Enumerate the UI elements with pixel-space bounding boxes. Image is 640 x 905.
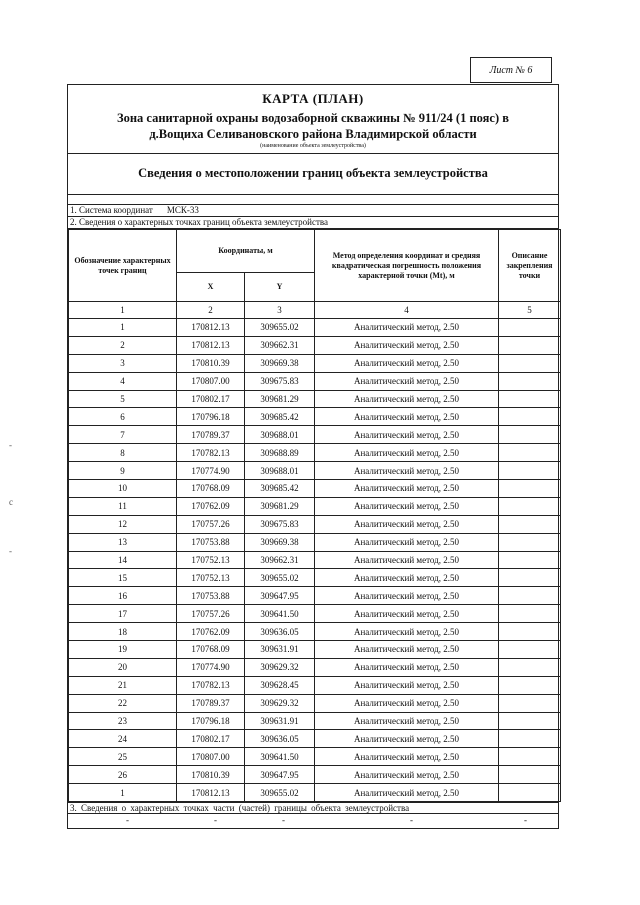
- x-coord-cell: 170752.13: [177, 569, 245, 587]
- description-cell: [499, 569, 561, 587]
- header-method: Метод определения координат и средняя квадратическая погрешность положения характерной точки (Mt), м: [315, 230, 499, 302]
- table-row: [69, 623, 561, 641]
- table-row: [69, 694, 561, 712]
- description-cell: [499, 336, 561, 354]
- points-section-label: 2. Сведения о характерных точках границ объекта землеустройства: [68, 217, 558, 229]
- y-coord-cell: 309655.02: [245, 319, 315, 337]
- table-row: [69, 676, 561, 694]
- table-row: [69, 533, 561, 551]
- description-cell: [499, 319, 561, 337]
- x-coord-cell: 170789.37: [177, 694, 245, 712]
- y-coord-cell: 309681.29: [245, 390, 315, 408]
- empty-value-dash: -: [282, 815, 285, 825]
- object-name-line-1: Зона санитарной охраны водозаборной скважины № 911/24 (1 пояс) в: [116, 111, 510, 125]
- description-cell: [499, 480, 561, 498]
- x-coord-cell: 170810.39: [177, 354, 245, 372]
- points-body: [69, 319, 561, 802]
- coord-system-label: 1. Система координат: [70, 205, 153, 215]
- x-coord-cell: 170802.17: [177, 730, 245, 748]
- point-number-cell: 2: [69, 336, 177, 354]
- y-coord-cell: 309675.83: [245, 515, 315, 533]
- x-coord-cell: 170812.13: [177, 319, 245, 337]
- x-coord-cell: 170812.13: [177, 336, 245, 354]
- table-row: [69, 605, 561, 623]
- description-cell: [499, 426, 561, 444]
- description-cell: [499, 551, 561, 569]
- point-number-cell: 23: [69, 712, 177, 730]
- method-cell: Аналитический метод, 2.50: [315, 676, 499, 694]
- description-cell: [499, 497, 561, 515]
- table-row: [69, 515, 561, 533]
- method-cell: Аналитический метод, 2.50: [315, 426, 499, 444]
- description-cell: [499, 748, 561, 766]
- description-cell: [499, 444, 561, 462]
- point-number-cell: 20: [69, 658, 177, 676]
- y-coord-cell: 309641.50: [245, 748, 315, 766]
- method-cell: Аналитический метод, 2.50: [315, 766, 499, 784]
- column-number: 4: [315, 302, 499, 319]
- description-cell: [499, 605, 561, 623]
- point-number-cell: 25: [69, 748, 177, 766]
- y-coord-cell: 309669.38: [245, 533, 315, 551]
- x-coord-cell: 170774.90: [177, 462, 245, 480]
- x-coord-cell: 170753.88: [177, 533, 245, 551]
- description-cell: [499, 408, 561, 426]
- x-coord-cell: 170762.09: [177, 497, 245, 515]
- table-row: [69, 426, 561, 444]
- method-cell: Аналитический метод, 2.50: [315, 408, 499, 426]
- method-cell: Аналитический метод, 2.50: [315, 605, 499, 623]
- coord-system-row: [68, 205, 558, 217]
- table-row: [69, 730, 561, 748]
- document-frame: [67, 84, 559, 829]
- method-cell: Аналитический метод, 2.50: [315, 551, 499, 569]
- method-cell: Аналитический метод, 2.50: [315, 372, 499, 390]
- table-row: [69, 641, 561, 659]
- point-number-cell: 12: [69, 515, 177, 533]
- point-number-cell: 5: [69, 390, 177, 408]
- x-coord-cell: 170789.37: [177, 426, 245, 444]
- y-coord-cell: 309685.42: [245, 480, 315, 498]
- table-row: [69, 569, 561, 587]
- x-coord-cell: 170812.13: [177, 784, 245, 802]
- x-coord-cell: 170757.26: [177, 605, 245, 623]
- y-coord-cell: 309655.02: [245, 784, 315, 802]
- description-cell: [499, 784, 561, 802]
- header-x: X: [177, 273, 245, 302]
- y-coord-cell: 309655.02: [245, 569, 315, 587]
- table-row: [69, 319, 561, 337]
- y-coord-cell: 309688.01: [245, 426, 315, 444]
- method-cell: Аналитический метод, 2.50: [315, 658, 499, 676]
- table-row: [69, 712, 561, 730]
- table-row: [69, 766, 561, 784]
- point-number-cell: 10: [69, 480, 177, 498]
- y-coord-cell: 309629.32: [245, 694, 315, 712]
- point-number-cell: 22: [69, 694, 177, 712]
- object-name: [68, 110, 558, 142]
- point-number-cell: 3: [69, 354, 177, 372]
- y-coord-cell: 309688.01: [245, 462, 315, 480]
- column-number: 1: [69, 302, 177, 319]
- method-cell: Аналитический метод, 2.50: [315, 336, 499, 354]
- title-block: [68, 85, 558, 154]
- point-number-cell: 17: [69, 605, 177, 623]
- description-cell: [499, 694, 561, 712]
- table-row: [69, 354, 561, 372]
- point-number-cell: 15: [69, 569, 177, 587]
- method-cell: Аналитический метод, 2.50: [315, 587, 499, 605]
- y-coord-cell: 309669.38: [245, 354, 315, 372]
- point-number-cell: 7: [69, 426, 177, 444]
- x-coord-cell: 170774.90: [177, 658, 245, 676]
- margin-mark: -: [9, 546, 12, 556]
- y-coord-cell: 309629.32: [245, 658, 315, 676]
- table-row: [69, 336, 561, 354]
- method-cell: Аналитический метод, 2.50: [315, 748, 499, 766]
- x-coord-cell: 170752.13: [177, 551, 245, 569]
- sheet-number-label: Лист № 6: [470, 57, 552, 83]
- method-cell: Аналитический метод, 2.50: [315, 319, 499, 337]
- table-row: [69, 497, 561, 515]
- description-cell: [499, 354, 561, 372]
- y-coord-cell: 309662.31: [245, 336, 315, 354]
- y-coord-cell: 309688.89: [245, 444, 315, 462]
- description-cell: [499, 462, 561, 480]
- y-coord-cell: 309662.31: [245, 551, 315, 569]
- description-cell: [499, 641, 561, 659]
- description-cell: [499, 730, 561, 748]
- description-cell: [499, 515, 561, 533]
- y-coord-cell: 309631.91: [245, 712, 315, 730]
- method-cell: Аналитический метод, 2.50: [315, 515, 499, 533]
- point-number-cell: 9: [69, 462, 177, 480]
- table-row: [69, 462, 561, 480]
- y-coord-cell: 309647.95: [245, 766, 315, 784]
- header-point: Обозначение характерных точек границ: [69, 230, 177, 302]
- method-cell: Аналитический метод, 2.50: [315, 444, 499, 462]
- description-cell: [499, 712, 561, 730]
- description-cell: [499, 372, 561, 390]
- y-coord-cell: 309631.91: [245, 641, 315, 659]
- method-cell: Аналитический метод, 2.50: [315, 712, 499, 730]
- map-title: КАРТА (ПЛАН): [262, 91, 364, 106]
- point-number-cell: 18: [69, 623, 177, 641]
- method-cell: Аналитический метод, 2.50: [315, 730, 499, 748]
- description-cell: [499, 766, 561, 784]
- description-cell: [499, 623, 561, 641]
- y-coord-cell: 309636.05: [245, 623, 315, 641]
- table-row: [69, 658, 561, 676]
- table-row: [69, 480, 561, 498]
- x-coord-cell: 170807.00: [177, 748, 245, 766]
- x-coord-cell: 170757.26: [177, 515, 245, 533]
- header-description: Описание закрепления точки: [499, 230, 561, 302]
- x-coord-cell: 170762.09: [177, 623, 245, 641]
- spacer-row: [68, 195, 558, 205]
- method-cell: Аналитический метод, 2.50: [315, 569, 499, 587]
- point-number-cell: 16: [69, 587, 177, 605]
- point-number-cell: 6: [69, 408, 177, 426]
- y-coord-cell: 309675.83: [245, 372, 315, 390]
- point-number-cell: 1: [69, 784, 177, 802]
- method-cell: Аналитический метод, 2.50: [315, 784, 499, 802]
- margin-mark: c: [9, 497, 13, 507]
- method-cell: Аналитический метод, 2.50: [315, 623, 499, 641]
- table-row: [69, 390, 561, 408]
- method-cell: Аналитический метод, 2.50: [315, 354, 499, 372]
- x-coord-cell: 170807.00: [177, 372, 245, 390]
- y-coord-cell: 309685.42: [245, 408, 315, 426]
- header-coords: Координаты, м: [177, 230, 315, 273]
- point-number-cell: 21: [69, 676, 177, 694]
- x-coord-cell: 170802.17: [177, 390, 245, 408]
- description-cell: [499, 533, 561, 551]
- point-number-cell: 11: [69, 497, 177, 515]
- empty-value-dash: -: [126, 815, 129, 825]
- column-number: 5: [499, 302, 561, 319]
- y-coord-cell: 309681.29: [245, 497, 315, 515]
- x-coord-cell: 170753.88: [177, 587, 245, 605]
- coord-system-value: МСК-33: [166, 205, 199, 215]
- object-name-line-2: д.Вощиха Селивановского района Владимирской области: [149, 127, 477, 141]
- parts-section-row: [68, 814, 558, 828]
- x-coord-cell: 170782.13: [177, 444, 245, 462]
- x-coord-cell: 170768.09: [177, 641, 245, 659]
- point-number-cell: 19: [69, 641, 177, 659]
- y-coord-cell: 309636.05: [245, 730, 315, 748]
- x-coord-cell: 170796.18: [177, 712, 245, 730]
- description-cell: [499, 676, 561, 694]
- point-number-cell: 1: [69, 319, 177, 337]
- method-cell: Аналитический метод, 2.50: [315, 480, 499, 498]
- point-number-cell: 13: [69, 533, 177, 551]
- parts-section-label: 3. Сведения о характерных точках части (частей) границы объекта землеустройства: [68, 802, 558, 814]
- object-name-caption: (наименование объекта землеустройства): [260, 143, 366, 149]
- table-row: [69, 551, 561, 569]
- x-coord-cell: 170768.09: [177, 480, 245, 498]
- column-number: 2: [177, 302, 245, 319]
- description-cell: [499, 587, 561, 605]
- boundary-points-table: [68, 229, 561, 802]
- table-row: [69, 372, 561, 390]
- y-coord-cell: 309628.45: [245, 676, 315, 694]
- point-number-cell: 24: [69, 730, 177, 748]
- method-cell: Аналитический метод, 2.50: [315, 390, 499, 408]
- point-number-cell: 4: [69, 372, 177, 390]
- method-cell: Аналитический метод, 2.50: [315, 497, 499, 515]
- margin-mark: -: [9, 440, 12, 450]
- x-coord-cell: 170782.13: [177, 676, 245, 694]
- method-cell: Аналитический метод, 2.50: [315, 641, 499, 659]
- table-row: [69, 587, 561, 605]
- section-title: Сведения о местоположении границ объекта землеустройства: [68, 153, 558, 195]
- header-y: Y: [245, 273, 315, 302]
- y-coord-cell: 309647.95: [245, 587, 315, 605]
- table-row: [69, 408, 561, 426]
- table-row: [69, 444, 561, 462]
- description-cell: [499, 658, 561, 676]
- table-row: [69, 748, 561, 766]
- table-row: [69, 784, 561, 802]
- column-number: 3: [245, 302, 315, 319]
- description-cell: [499, 390, 561, 408]
- point-number-cell: 14: [69, 551, 177, 569]
- method-cell: Аналитический метод, 2.50: [315, 694, 499, 712]
- empty-value-dash: -: [214, 815, 217, 825]
- empty-value-dash: -: [524, 815, 527, 825]
- method-cell: Аналитический метод, 2.50: [315, 462, 499, 480]
- x-coord-cell: 170796.18: [177, 408, 245, 426]
- point-number-cell: 26: [69, 766, 177, 784]
- x-coord-cell: 170810.39: [177, 766, 245, 784]
- point-number-cell: 8: [69, 444, 177, 462]
- y-coord-cell: 309641.50: [245, 605, 315, 623]
- method-cell: Аналитический метод, 2.50: [315, 533, 499, 551]
- empty-value-dash: -: [410, 815, 413, 825]
